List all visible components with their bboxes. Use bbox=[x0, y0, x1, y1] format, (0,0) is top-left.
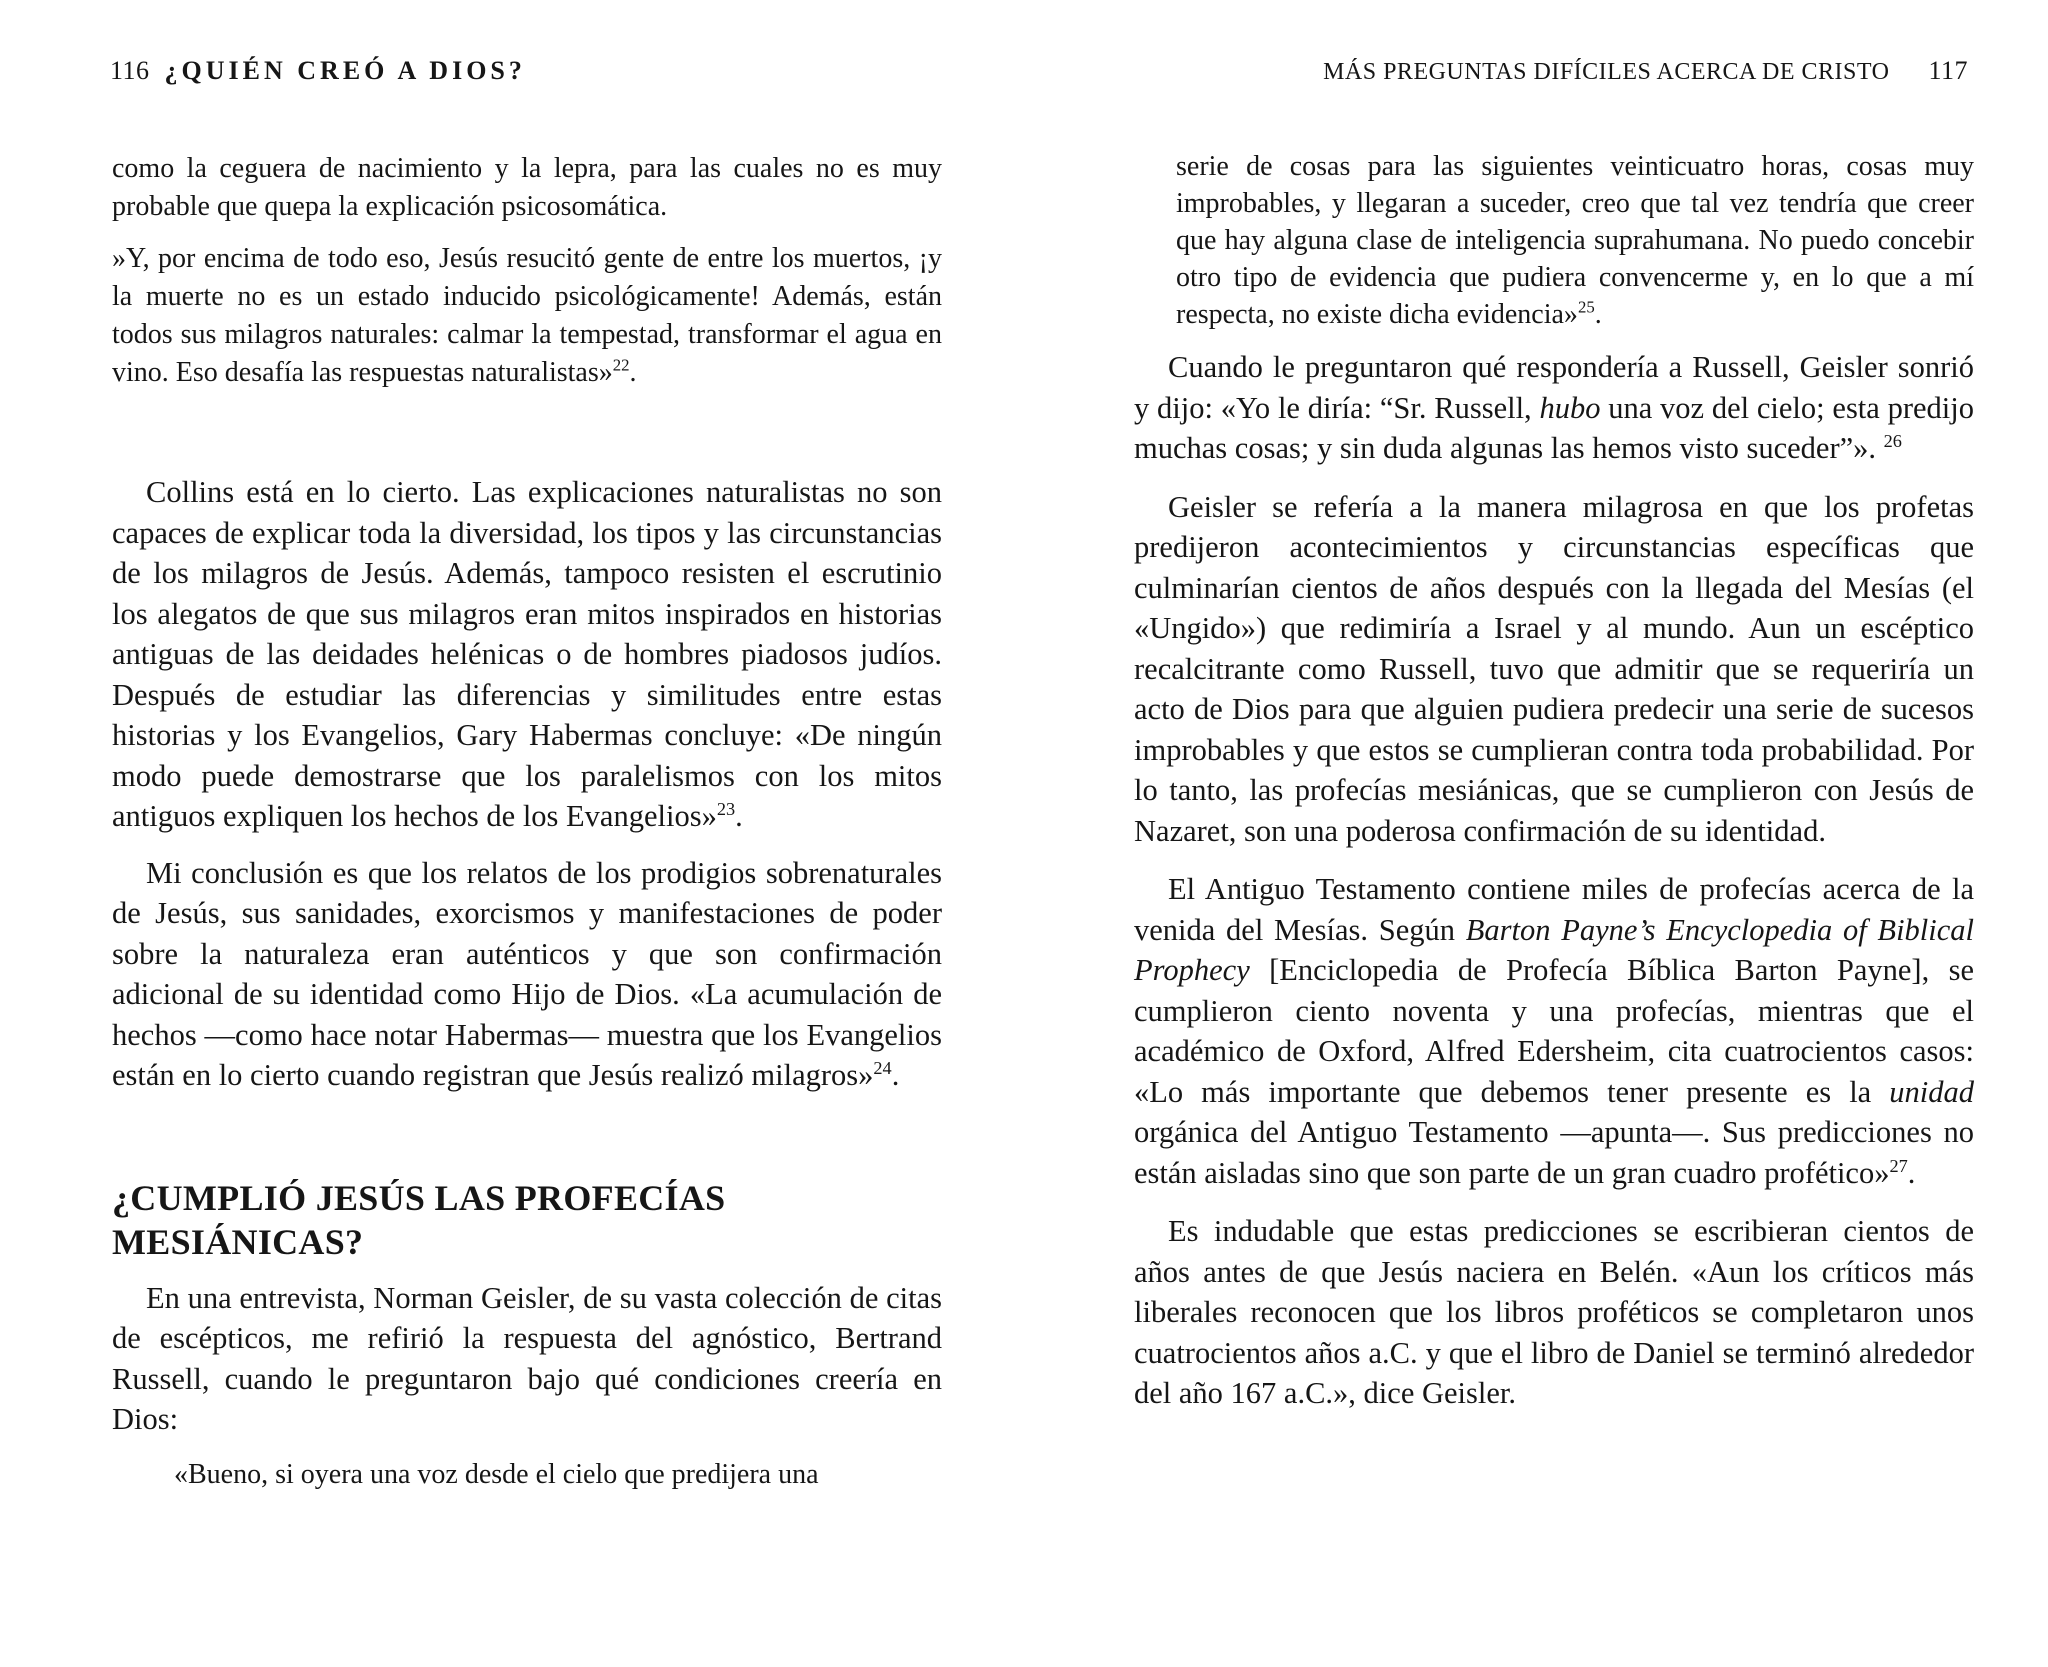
body-paragraph: Collins está en lo cierto. Las explicaciones naturalistas no son capaces de explicar toda la diversidad, los tipos y las circunstancias de los milagros de Jesús. Además, tampoco resisten el escrutinio los alegatos de que sus milagros eran mitos inspirados en historias antiguas de las deidades helénicas o de hombres piadosos judíos. Después de estudiar las diferencias y similitudes entre estas historias y los Evangelios, Gary Habermas concluye: «De ningún modo puede demostrarse que los paralelismos con los mitos antiguos expliquen los hechos de los Evangelios»$^{23}$. bbox=[112, 475, 942, 833]
left-text-column bbox=[112, 150, 942, 1494]
section-heading: ¿CUMPLIÓ JESÚS LAS PROFECÍAS MESIÁNICAS? bbox=[112, 1177, 726, 1262]
right-text-column bbox=[1134, 148, 1974, 1432]
footnote-ref: 25 bbox=[1577, 297, 1595, 317]
quote-start: «Bueno, si oyera una voz desde el cielo que predijera una bbox=[174, 1458, 819, 1490]
body-paragraph: En una entrevista, Norman Geisler, de su vasta colección de citas de escépticos, me refirió la respuesta del agnóstico, Bertrand Russell, cuando le preguntaron bajo qué condiciones creería en Dios: bbox=[112, 1280, 942, 1436]
left-running-header bbox=[110, 56, 526, 86]
footnote-ref: 26 bbox=[1883, 430, 1902, 451]
right-page bbox=[1024, 0, 2048, 1667]
footnote-ref: 24 bbox=[873, 1057, 892, 1078]
block-quote-paragraph: »Y, por encima de todo eso, Jesús resucitó gente de entre los muertos, ¡y la muerte no es un estado inducido psicológicamente! Además, están todos sus milagros naturales: calmar la tempestad, transformar el agua en vino. Eso desafía las respuestas naturalistas»$^{22}$. bbox=[112, 243, 942, 388]
body-paragraph: Mi conclusión es que los relatos de los prodigios sobrenaturales de Jesús, sus sanidades, exorcismos y manifestaciones de poder sobre la naturaleza eran auténticos y que son confirmación adicional de su identidad como Hijo de Dios. «La acumulación de hechos —como hace notar Habermas— muestra que los Evangelios están en lo cierto cuando registran que Jesús realizó milagros»$^{24}$. bbox=[112, 855, 942, 1092]
left-running-title: ¿QUIÉN CREÓ A DIOS? bbox=[164, 56, 526, 85]
left-block-quote bbox=[112, 150, 942, 392]
body-paragraph: El Antiguo Testamento contiene miles de profecías acerca de la venida del Mesías. Según Barton Payne’s Encyclopedia of Biblical Prophecy [Enciclopedia de Profecía Bíblica Barton Payne], se cumplieron ciento noventa y una profecías, mientras que el académico de Oxford, Alfred Edersheim, cita cuatrocientos casos: «Lo más importante que debemos tener presente es la unidad orgánica del Antiguo Testamento —apunta—. Sus predicciones no están aisladas sino que son parte de un gran cuadro profético»$^{27}$. bbox=[1134, 872, 1974, 1190]
right-block-quote bbox=[1134, 148, 1974, 333]
left-body-text-2 bbox=[112, 1278, 942, 1440]
body-paragraph: Es indudable que estas predicciones se escribieran cientos de años antes de que Jesús naciera en Belén. «Aun los críticos más liberales reconocen que los libros proféticos se completaron unos cuatrocientos años a.C. y que el libro de Daniel se terminó alrededor del año 167 a.C.», dice Geisler. bbox=[1134, 1214, 1974, 1410]
footnote-ref: 22 bbox=[612, 355, 630, 375]
right-page-number: 117 bbox=[1928, 56, 1968, 85]
right-running-title: MÁS PREGUNTAS DIFÍCILES ACERCA DE CRISTO bbox=[1323, 59, 1890, 85]
right-body-text bbox=[1134, 347, 1974, 1414]
block-quote-paragraph: como la ceguera de nacimiento y la lepra, para las cuales no es muy probable que quepa la explicación psicosomática. bbox=[112, 153, 942, 222]
left-page-number: 116 bbox=[110, 56, 150, 85]
right-running-header bbox=[1323, 56, 1968, 86]
body-paragraph: Cuando le preguntaron qué respondería a Russell, Geisler sonrió y dijo: «Yo le diría: “Sr. Russell, hubo una voz del cielo; esta predijo muchas cosas; y sin duda algunas las hemos visto suceder”». $^{26}$ bbox=[1134, 350, 1974, 465]
body-paragraph: Geisler se refería a la manera milagrosa en que los profetas predijeron acontecimientos y circunstancias específicas que culminarían cientos de años después con la llegada del Mesías (el «Ungido») que redimiría a Israel y al mundo. Aun un escéptico recalcitrante como Russell, tuvo que admitir que se requeriría un acto de Dios para que alguien pudiera predecir una serie de sucesos improbables y que estos se cumplieran contra toda probabilidad. Por lo tanto, las profecías mesiánicas, que se cumplieron con Jesús de Nazaret, son una poderosa confirmación de su identidad. bbox=[1134, 489, 1974, 848]
block-quote-paragraph: serie de cosas para las siguientes veinticuatro horas, cosas muy improbables, y llegaran a suceder, creo que tal vez tendría que creer que hay alguna clase de inteligencia suprahumana. No puedo concebir otro tipo de evidencia que pudiera convencerme y, en lo que a mí respecta, no existe dicha evidencia»$^{25}$. bbox=[1176, 151, 1974, 330]
left-body-text bbox=[112, 472, 942, 1096]
footnote-ref: 23 bbox=[716, 798, 736, 819]
footnote-ref: 27 bbox=[1889, 1155, 1908, 1176]
